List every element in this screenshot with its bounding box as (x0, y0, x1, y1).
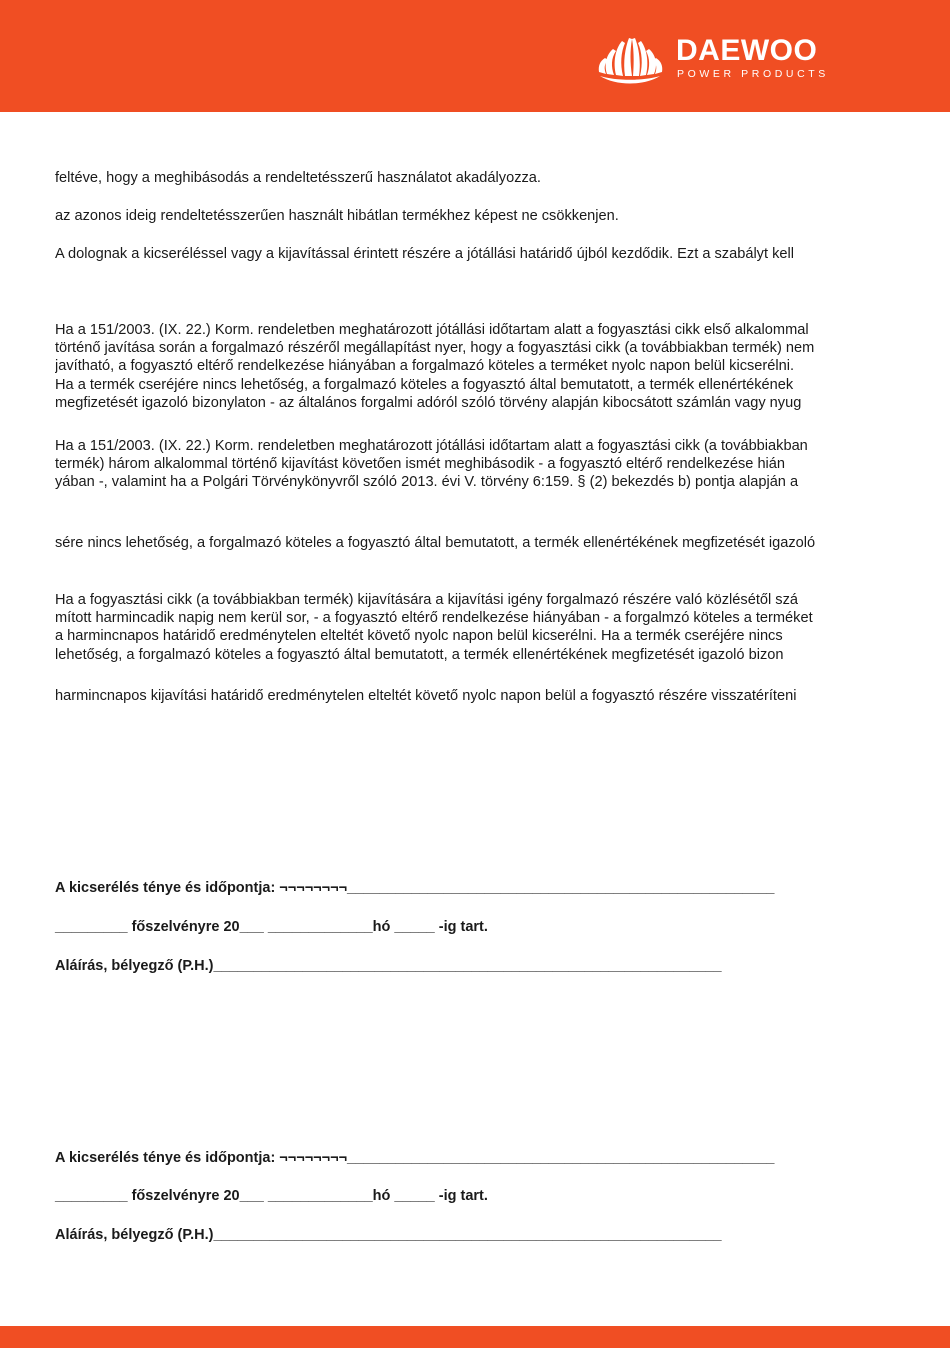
paragraph-line: megfizetését igazoló bizonylaton - az általános forgalmi adóról szóló törvény alapján kibocsátott számlán vagy nyug (55, 394, 802, 411)
paragraph-line: mított harmincadik napig nem kerül sor, - a fogyasztó eltérő rendelkezése hiányában - a forgalmzó köteles a terméket (55, 610, 813, 627)
brand-logo (596, 34, 858, 86)
paragraph-line: történő javítása során a forgalmazó részéről megállapítást nyer, hogy a fogyasztási cikk (a továbbiakban termék) nem (55, 340, 815, 357)
voucher-validity-field[interactable]: _________ főszelvényre 20___ _____________hó _____ -ig tart. (55, 919, 488, 935)
voucher-validity-field[interactable]: _________ főszelvényre 20___ _____________hó _____ -ig tart. (55, 1188, 488, 1204)
paragraph-line: lehetőség, a forgalmazó köteles a fogyasztó által bemutatott, a termék ellenértékének megfizetését igazoló bizon (55, 646, 784, 663)
brand-name: DAEWOO (676, 34, 818, 67)
paragraph-line: Ha a 151/2003. (IX. 22.) Korm. rendeletben meghatározott jótállási időtartam alatt a fogyasztási cikk első alkalommal (55, 322, 809, 338)
replacement-date-field[interactable]: A kicserélés ténye és időpontja: ¬¬¬¬¬¬¬¬_____________________________________________________ (55, 1150, 775, 1166)
paragraph-2 (55, 207, 905, 225)
paragraph-3 (55, 245, 905, 263)
paragraph-line: harmincnapos kijavítási határidő eredménytelen elteltét követő nyolc napon belül a fogyasztó részére visszatéríteni (55, 688, 797, 704)
paragraph-line: feltéve, hogy a meghibásodás a rendeltetésszerű használatot akadályozza. (55, 170, 541, 186)
paragraph-6 (55, 534, 905, 552)
paragraph-1 (55, 169, 905, 187)
paragraph-line: az azonos ideig rendeltetésszerűen használt hibátlan termékhez képest ne csökkenjen. (55, 208, 619, 224)
paragraph-line: yában -, valamint ha a Polgári Törvénykönyvről szóló 2013. évi V. törvény 6:159. § (2) bekezdés b) pontja alapján a (55, 474, 799, 491)
paragraph-line: termék) három alkalommal történő kijavítást követően ismét meghibásodik - a fogyasztó eltérő rendelkezése hián (55, 456, 786, 473)
signature-field[interactable]: Aláírás, bélyegző (P.H.)_______________________________________________________________ (55, 958, 722, 974)
paragraph-line: Ha a termék cseréjére nincs lehetőség, a forgalmazó köteles a fogyasztó által bemutatott, a termék ellenértékének (55, 376, 794, 393)
brand-tagline: POWER PRODUCTS (677, 68, 829, 80)
paragraph-line: sére nincs lehetőség, a forgalmazó köteles a fogyasztó által bemutatott, a termék ellenértékének megfizetését igazoló (55, 535, 816, 551)
paragraph-line: A dolognak a kicseréléssel vagy a kijavítással érintett részére a jótállási határidő újból kezdődik. Ezt a szabályt kell (55, 246, 794, 262)
paragraph-line: Ha a 151/2003. (IX. 22.) Korm. rendeletben meghatározott jótállási időtartam alatt a fogyasztási cikk (a továbbiakban (55, 438, 808, 454)
paragraph-4 (55, 321, 905, 412)
signature-field[interactable]: Aláírás, bélyegző (P.H.)_______________________________________________________________ (55, 1227, 722, 1243)
header-band (0, 0, 950, 112)
paragraph-8 (55, 687, 905, 705)
replacement-date-field[interactable]: A kicserélés ténye és időpontja: ¬¬¬¬¬¬¬¬_____________________________________________________ (55, 880, 775, 896)
fan-icon (596, 34, 664, 86)
paragraph-line: javítható, a fogyasztó eltérő rendelkezése hiányában a forgalmazó köteles a terméket nyolc napon belül kicserélni. (55, 358, 795, 375)
paragraph-7 (55, 591, 905, 664)
footer-band (0, 1326, 950, 1348)
paragraph-line: a harmincnapos határidő eredménytelen elteltét követő nyolc napon belül kicserélni. Ha a termék cseréjére nincs (55, 628, 783, 645)
paragraph-line: Ha a fogyasztási cikk (a továbbiakban termék) kijavítására a kijavítási igény forgalmazó részére való közlésétől szá (55, 592, 798, 608)
paragraph-5 (55, 437, 905, 492)
